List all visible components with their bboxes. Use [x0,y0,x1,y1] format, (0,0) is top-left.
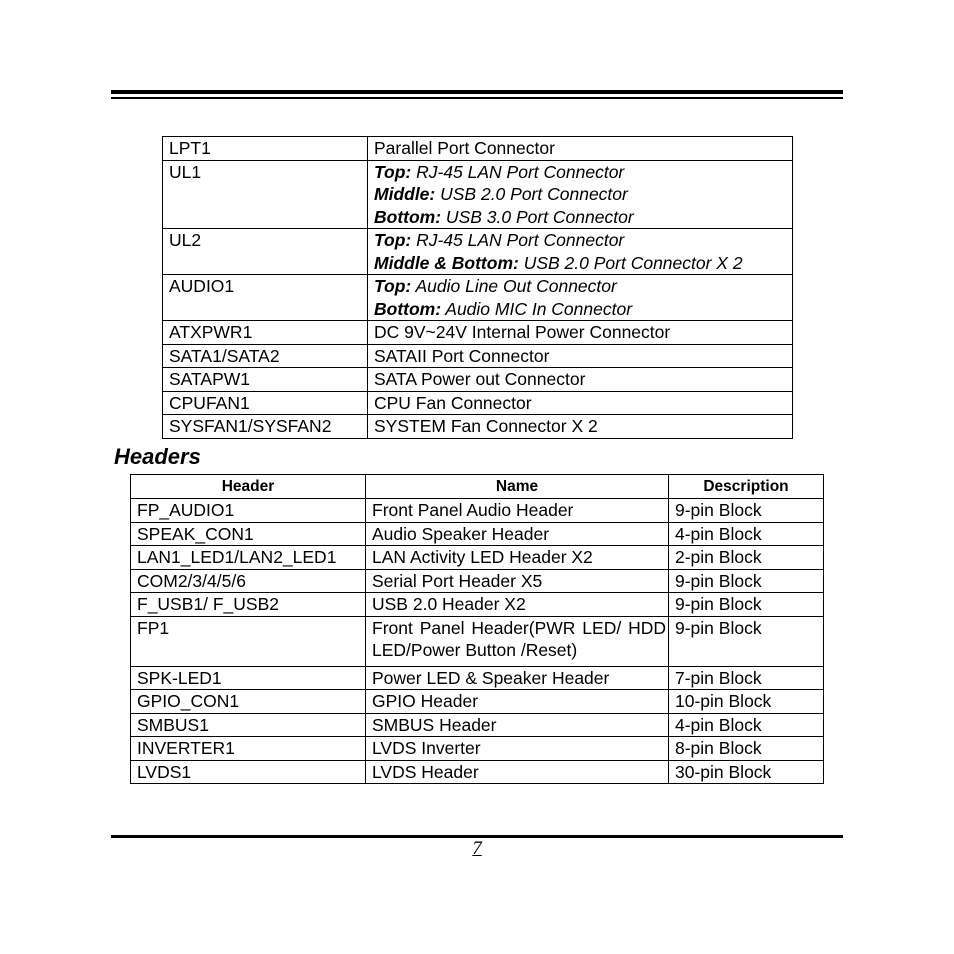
connector-description [368,160,793,229]
cell-header: SPK-LED1 [131,666,366,690]
position-label: Top: [374,230,412,250]
position-label: Bottom: [374,206,442,227]
table-row [163,229,793,275]
connector-description [368,368,793,392]
description-line: SATAII Port Connector [374,345,550,366]
table-row [163,275,793,321]
position-label: Top: [374,161,412,182]
cell-header: F_USB1/ F_USB2 [131,593,366,617]
column-header: Description [669,475,824,499]
cell-name: LVDS Header [366,760,669,784]
cell-name: Front Panel Header(PWR LED/ HDD LED/Power Button /Reset) [366,616,669,666]
cell-header: COM2/3/4/5/6 [131,569,366,593]
position-label: Middle & Bottom: [374,252,519,273]
description-line: CPU Fan Connector [374,392,532,413]
table-row [163,344,793,368]
table-row [131,666,824,690]
position-label: Bottom: [374,298,442,319]
position-label: Middle: [374,184,436,204]
connector-id: SYSFAN1/SYSFAN2 [163,415,368,439]
connector-id: UL2 [163,229,368,275]
cell-header: FP_AUDIO1 [131,499,366,523]
table-row [163,368,793,392]
cell-name: Power LED & Speaker Header [366,666,669,690]
description-line: DC 9V~24V Internal Power Connector [374,322,671,342]
connector-table [162,136,793,439]
cell-description: 7-pin Block [669,666,824,690]
connector-id: UL1 [163,160,368,229]
cell-description: 8-pin Block [669,737,824,761]
position-text: RJ-45 LAN Port Connector [411,230,625,250]
cell-description: 2-pin Block [669,546,824,570]
table-row [131,569,824,593]
cell-description: 30-pin Block [669,760,824,784]
cell-name: SMBUS Header [366,713,669,737]
cell-name: LVDS Inverter [366,737,669,761]
connector-description [368,137,793,161]
table-row [131,713,824,737]
connector-id: LPT1 [163,137,368,161]
cell-description: 9-pin Block [669,616,824,666]
table-row [163,321,793,345]
connector-id: ATXPWR1 [163,321,368,345]
description-line [374,183,792,206]
table-row [131,593,824,617]
description-line [374,275,792,298]
cell-description: 9-pin Block [669,593,824,617]
description-line: SATA Power out Connector [374,369,586,389]
page-number-value: 7 [472,838,482,859]
table-row [131,546,824,570]
description-line: SYSTEM Fan Connector X 2 [374,416,598,436]
connector-id: SATA1/SATA2 [163,344,368,368]
connector-description [368,344,793,368]
cell-header: SMBUS1 [131,713,366,737]
cell-description: 4-pin Block [669,522,824,546]
cell-name: Serial Port Header X5 [366,569,669,593]
table-row [131,690,824,714]
description-line [374,229,792,252]
description-line [374,206,792,229]
table-row [131,760,824,784]
cell-description: 4-pin Block [669,713,824,737]
position-text: Audio Line Out Connector [411,276,617,296]
cell-name: LAN Activity LED Header X2 [366,546,669,570]
description-line [374,161,792,184]
table-row [131,616,824,666]
column-header: Name [366,475,669,499]
description-line: Parallel Port Connector [374,138,555,158]
headers-table [130,474,824,784]
cell-header: FP1 [131,616,366,666]
cell-name: GPIO Header [366,690,669,714]
top-rule [111,90,843,94]
connector-id: SATAPW1 [163,368,368,392]
column-header: Header [131,475,366,499]
section-title-headers: Headers [114,444,201,469]
cell-header: INVERTER1 [131,737,366,761]
table-row [131,499,824,523]
description-line [374,252,792,275]
cell-header: GPIO_CON1 [131,690,366,714]
description-line [374,298,792,321]
position-label: Top: [374,276,412,296]
cell-description: 10-pin Block [669,690,824,714]
cell-description: 9-pin Block [669,569,824,593]
top-rule-thin [111,97,843,99]
table-row [131,522,824,546]
connector-id: CPUFAN1 [163,391,368,415]
table-row [131,737,824,761]
position-text: USB 2.0 Port Connector [435,184,628,204]
connector-description [368,275,793,321]
connector-description [368,321,793,345]
connector-id: AUDIO1 [163,275,368,321]
position-text: USB 3.0 Port Connector [441,206,634,227]
connector-description [368,391,793,415]
position-text: USB 2.0 Port Connector X 2 [518,252,743,273]
table-row [163,415,793,439]
table-row [163,160,793,229]
position-text: RJ-45 LAN Port Connector [411,161,625,182]
cell-header: SPEAK_CON1 [131,522,366,546]
page-number [0,838,954,860]
connector-description [368,415,793,439]
position-text: Audio MIC In Connector [441,298,633,319]
cell-name: Front Panel Audio Header [366,499,669,523]
table-row [163,391,793,415]
connector-description [368,229,793,275]
table-row [163,137,793,161]
cell-name: Audio Speaker Header [366,522,669,546]
table-header-row [131,475,824,499]
cell-name: USB 2.0 Header X2 [366,593,669,617]
cell-description: 9-pin Block [669,499,824,523]
cell-header: LVDS1 [131,760,366,784]
cell-header: LAN1_LED1/LAN2_LED1 [131,546,366,570]
